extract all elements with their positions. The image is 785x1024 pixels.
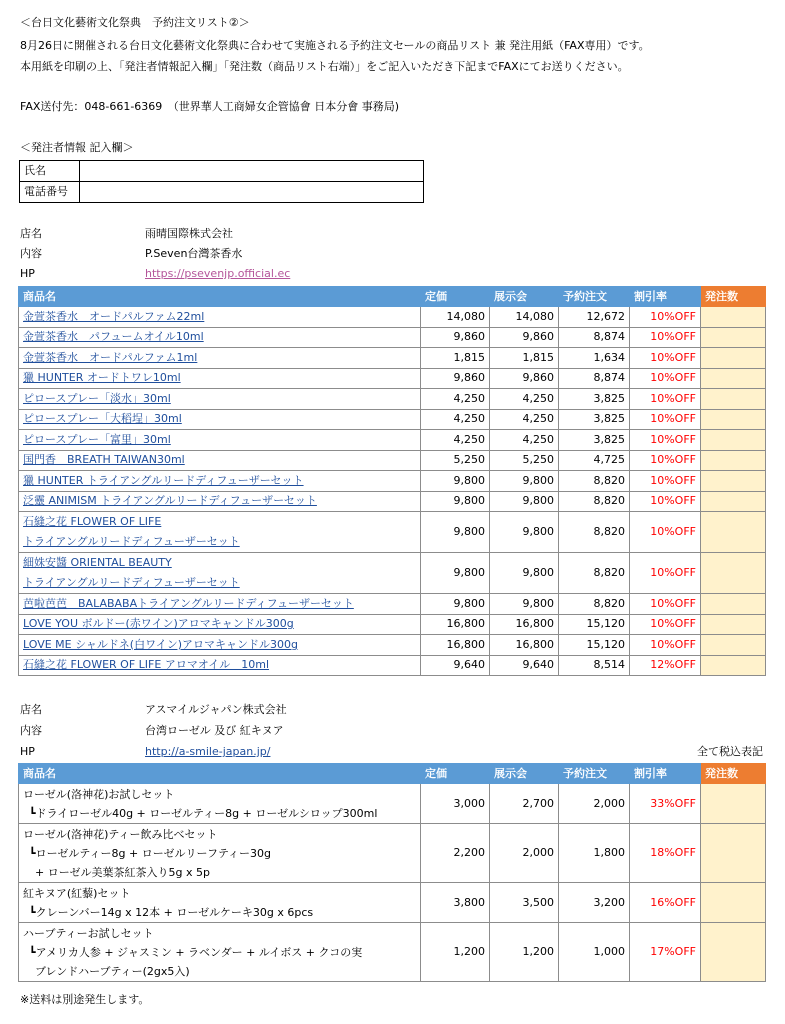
preorder-price: 4,725 — [559, 450, 630, 471]
table-row — [19, 491, 766, 512]
list-price: 9,800 — [421, 594, 490, 615]
exhibition-price: 5,250 — [490, 450, 559, 471]
order-qty-field[interactable] — [701, 614, 766, 635]
product-contents: ┗アメリカ人参 + ジャスミン + ラベンダー + ルイボス + クコの実 — [29, 945, 363, 959]
list-price: 3,800 — [421, 883, 490, 923]
discount-rate: 10%OFF — [630, 307, 701, 328]
discount-rate: 10%OFF — [630, 594, 701, 615]
preorder-price: 8,820 — [559, 553, 630, 594]
table-row — [19, 883, 766, 923]
shop1-store-label: 店名 — [20, 227, 42, 240]
table-row — [19, 635, 766, 656]
exhibition-price: 4,250 — [490, 389, 559, 410]
discount-rate: 10%OFF — [630, 512, 701, 553]
preorder-price: 3,825 — [559, 409, 630, 430]
product-title: ローゼル(洛神花)お試しセット — [23, 787, 175, 801]
doc-title: ＜台日文化藝術文化祭典 予約注文リスト②＞ — [20, 16, 250, 29]
table-row — [19, 923, 766, 982]
product-description — [19, 824, 421, 883]
order-qty-field[interactable] — [701, 553, 766, 594]
discount-rate: 33%OFF — [630, 784, 701, 824]
discount-rate: 10%OFF — [630, 389, 701, 410]
phone-label: 電話番号 — [20, 182, 80, 203]
discount-rate: 16%OFF — [630, 883, 701, 923]
order-qty-field[interactable] — [701, 594, 766, 615]
fax-destination: FAX送付先：048-661-6369 （世界華人工商婦女企管協會 日本分會 事務局) — [20, 100, 400, 113]
product-name[interactable]: 金萱茶香水 パフュームオイル10ml — [23, 330, 204, 344]
table-row — [19, 327, 766, 348]
product-name-link[interactable] — [19, 430, 421, 451]
product-name-line2[interactable]: トライアングルリードディフューザーセット — [23, 576, 240, 589]
product-name[interactable]: 石縫之花 FLOWER OF LIFE アロマオイル 10ml — [23, 658, 270, 672]
table-row — [19, 348, 766, 369]
order-qty-field[interactable] — [701, 824, 766, 883]
shop2-store: アスマイルジャパン株式会社 — [145, 703, 287, 716]
shop2-store-label: 店名 — [20, 703, 42, 716]
product-contents: ┗ドライローゼル40g + ローゼルティー8g + ローゼルシロップ300ml — [29, 806, 378, 820]
product-contents-cont: ブレンドハーブティー(2gx5入) — [35, 964, 190, 978]
col-preorder-header: 予約注文 — [559, 764, 630, 784]
product-name-link[interactable] — [19, 409, 421, 430]
list-price: 14,080 — [421, 307, 490, 328]
product-name[interactable]: 獵 HUNTER オードトワレ10ml — [23, 371, 181, 385]
preorder-price: 3,825 — [559, 389, 630, 410]
order-qty-field[interactable] — [701, 655, 766, 676]
exhibition-price: 1,815 — [490, 348, 559, 369]
preorder-price: 8,820 — [559, 512, 630, 553]
product-name-link[interactable] — [19, 655, 421, 676]
col-discount-header: 割引率 — [630, 764, 701, 784]
col-expo-header: 展示会 — [490, 287, 559, 307]
exhibition-price: 4,250 — [490, 409, 559, 430]
col-name-header: 商品名 — [19, 764, 421, 784]
preorder-price: 12,672 — [559, 307, 630, 328]
discount-rate: 18%OFF — [630, 824, 701, 883]
table-row — [19, 614, 766, 635]
product-name-link[interactable] — [19, 553, 421, 594]
discount-rate: 10%OFF — [630, 409, 701, 430]
product-name-link[interactable] — [19, 307, 421, 328]
product-name[interactable]: ピロースプレー「大稻埕」30ml — [23, 412, 182, 426]
product-name-link[interactable] — [19, 368, 421, 389]
exhibition-price: 9,800 — [490, 553, 559, 594]
preorder-price: 1,000 — [559, 923, 630, 982]
order-qty-field[interactable] — [701, 327, 766, 348]
intro-line-2: 本用紙を印刷の上、「発注者情報記入欄」「発注数（商品リスト右端）」をご記入いただき下記までFAXにてお送りください。 — [20, 60, 629, 73]
list-price: 9,860 — [421, 368, 490, 389]
shop2-header-row — [19, 764, 766, 784]
order-qty-field[interactable] — [701, 368, 766, 389]
shop2-product-table — [18, 763, 766, 982]
list-price: 1,815 — [421, 348, 490, 369]
col-order-qty-header: 発注数 — [701, 764, 766, 784]
name-label: 氏名 — [20, 161, 80, 182]
exhibition-price: 9,640 — [490, 655, 559, 676]
preorder-price: 1,800 — [559, 824, 630, 883]
col-discount-header: 割引率 — [630, 287, 701, 307]
shop1-store: 雨晴国際株式会社 — [145, 227, 233, 240]
exhibition-price: 2,700 — [490, 784, 559, 824]
phone-field[interactable] — [80, 182, 424, 203]
discount-rate: 17%OFF — [630, 923, 701, 982]
preorder-price: 15,120 — [559, 635, 630, 656]
list-price: 9,860 — [421, 327, 490, 348]
preorder-price: 8,514 — [559, 655, 630, 676]
shop1-product-table — [18, 286, 766, 676]
product-name-line2[interactable]: トライアングルリードディフューザーセット — [23, 535, 240, 548]
preorder-price: 8,874 — [559, 327, 630, 348]
shop1-content-label: 内容 — [20, 247, 42, 260]
order-qty-field[interactable] — [701, 430, 766, 451]
intro-line-1: 8月26日に開催される台日文化藝術文化祭典に合わせて実施される予約注文セールの商品リスト 兼 発注用紙（FAX専用）です。 — [20, 39, 650, 52]
tax-note: 全て税込表記 — [697, 745, 763, 758]
col-name-header: 商品名 — [19, 287, 421, 307]
discount-rate: 10%OFF — [630, 553, 701, 594]
list-price: 3,000 — [421, 784, 490, 824]
table-row — [19, 784, 766, 824]
orderer-heading: ＜発注者情報 記入欄＞ — [20, 141, 134, 154]
product-name[interactable]: ピロースプレー「淡水」30ml — [23, 391, 171, 405]
product-name-link[interactable] — [19, 389, 421, 410]
list-price: 9,800 — [421, 471, 490, 492]
exhibition-price: 9,860 — [490, 327, 559, 348]
discount-rate: 10%OFF — [630, 348, 701, 369]
shop1-content: P.Seven台灣茶香水 — [145, 247, 243, 260]
preorder-price: 3,825 — [559, 430, 630, 451]
table-row — [19, 471, 766, 492]
table-row — [19, 450, 766, 471]
product-name[interactable]: 金萱茶香水 オードパルファム22ml — [23, 309, 205, 323]
order-qty-field[interactable] — [701, 883, 766, 923]
shop2-content-label: 内容 — [20, 724, 42, 737]
discount-rate: 10%OFF — [630, 614, 701, 635]
product-contents: ┗クレーンバー14g x 12本 + ローゼルケーキ30g x 6pcs — [29, 905, 314, 919]
product-name[interactable]: ピロースプレー「富里」30ml — [23, 432, 171, 446]
product-name[interactable]: 国門香 BREATH TAIWAN30ml — [23, 453, 185, 467]
col-preorder-header: 予約注文 — [559, 287, 630, 307]
list-price: 4,250 — [421, 409, 490, 430]
table-row — [19, 824, 766, 883]
discount-rate: 10%OFF — [630, 471, 701, 492]
shop1-hp-link[interactable]: https://psevenjp.official.ec — [145, 267, 291, 280]
product-name-link[interactable] — [19, 512, 421, 553]
order-qty-field[interactable] — [701, 923, 766, 982]
product-name[interactable]: 泛靈 ANIMISM トライアングルリードディフューザーセット — [23, 494, 317, 508]
preorder-price: 1,634 — [559, 348, 630, 369]
list-price: 16,800 — [421, 635, 490, 656]
list-price: 1,200 — [421, 923, 490, 982]
order-qty-field[interactable] — [701, 471, 766, 492]
shipping-note: ※送料は別途発生します。 — [20, 993, 150, 1006]
table-row — [19, 368, 766, 389]
col-expo-header: 展示会 — [490, 764, 559, 784]
list-price: 4,250 — [421, 389, 490, 410]
list-price: 4,250 — [421, 430, 490, 451]
name-field[interactable] — [80, 161, 424, 182]
discount-rate: 12%OFF — [630, 655, 701, 676]
product-description — [19, 784, 421, 824]
list-price: 2,200 — [421, 824, 490, 883]
discount-rate: 10%OFF — [630, 430, 701, 451]
product-name-link[interactable] — [19, 327, 421, 348]
col-price-header: 定価 — [421, 287, 490, 307]
exhibition-price: 9,800 — [490, 471, 559, 492]
preorder-price: 2,000 — [559, 784, 630, 824]
order-qty-field[interactable] — [701, 635, 766, 656]
product-title: ハーブティーお試しセット — [23, 926, 154, 940]
shop1-hp-label: HP — [20, 267, 35, 280]
product-name[interactable]: 細姝安醬 ORIENTAL BEAUTY — [23, 556, 172, 569]
product-name-link[interactable] — [19, 594, 421, 615]
product-name[interactable]: LOVE YOU ボルドー(赤ワイン)アロマキャンドル300g — [23, 617, 294, 631]
table-row — [19, 409, 766, 430]
shop2-content: 台湾ローゼル 及び 紅キヌア — [145, 724, 284, 737]
exhibition-price: 3,500 — [490, 883, 559, 923]
product-contents: ┗ローゼルティー8g + ローゼルリーフティー30g — [29, 846, 272, 860]
exhibition-price: 16,800 — [490, 614, 559, 635]
exhibition-price: 2,000 — [490, 824, 559, 883]
product-name-link[interactable] — [19, 614, 421, 635]
product-title: ローゼル(洛神花)ティー飲み比べセット — [23, 827, 218, 841]
exhibition-price: 9,800 — [490, 512, 559, 553]
preorder-price: 8,820 — [559, 491, 630, 512]
list-price: 9,800 — [421, 491, 490, 512]
product-title: 紅キヌア(紅藜)セット — [23, 886, 131, 900]
product-name-link[interactable] — [19, 635, 421, 656]
order-qty-field[interactable] — [701, 491, 766, 512]
discount-rate: 10%OFF — [630, 327, 701, 348]
orderer-table — [19, 160, 424, 203]
list-price: 9,640 — [421, 655, 490, 676]
order-qty-field[interactable] — [701, 784, 766, 824]
list-price: 16,800 — [421, 614, 490, 635]
exhibition-price: 14,080 — [490, 307, 559, 328]
discount-rate: 10%OFF — [630, 368, 701, 389]
preorder-price: 15,120 — [559, 614, 630, 635]
exhibition-price: 16,800 — [490, 635, 559, 656]
exhibition-price: 1,200 — [490, 923, 559, 982]
product-name-link[interactable] — [19, 348, 421, 369]
order-qty-field[interactable] — [701, 348, 766, 369]
discount-rate: 10%OFF — [630, 635, 701, 656]
preorder-price: 8,874 — [559, 368, 630, 389]
table-row — [19, 594, 766, 615]
product-name-link[interactable] — [19, 450, 421, 471]
product-name[interactable]: 石縫之花 FLOWER OF LIFE — [23, 515, 162, 528]
order-qty-field[interactable] — [701, 512, 766, 553]
list-price: 9,800 — [421, 512, 490, 553]
col-order-qty-header: 発注数 — [701, 287, 766, 307]
col-price-header: 定価 — [421, 764, 490, 784]
list-price: 5,250 — [421, 450, 490, 471]
shop2-hp-label: HP — [20, 745, 35, 758]
exhibition-price: 9,860 — [490, 368, 559, 389]
preorder-price: 3,200 — [559, 883, 630, 923]
table-row — [19, 553, 766, 594]
product-contents-cont: + ローゼル美葉茶紅茶入り5g x 5p — [35, 865, 210, 879]
product-name[interactable]: 金萱茶香水 オードパルファム1ml — [23, 350, 198, 364]
product-description — [19, 923, 421, 982]
exhibition-price: 9,800 — [490, 491, 559, 512]
product-description — [19, 883, 421, 923]
shop2-hp-link[interactable]: http://a-smile-japan.jp/ — [145, 745, 271, 758]
table-row — [19, 655, 766, 676]
table-row — [19, 389, 766, 410]
order-qty-field[interactable] — [701, 307, 766, 328]
list-price: 9,800 — [421, 553, 490, 594]
discount-rate: 10%OFF — [630, 491, 701, 512]
exhibition-price: 9,800 — [490, 594, 559, 615]
table-row — [19, 307, 766, 328]
shop1-header-row — [19, 287, 766, 307]
table-row — [19, 512, 766, 553]
exhibition-price: 4,250 — [490, 430, 559, 451]
preorder-price: 8,820 — [559, 594, 630, 615]
preorder-price: 8,820 — [559, 471, 630, 492]
product-name[interactable]: 獵 HUNTER トライアングルリードディフューザーセット — [23, 473, 304, 487]
order-qty-field[interactable] — [701, 389, 766, 410]
product-name-link[interactable] — [19, 491, 421, 512]
order-qty-field[interactable] — [701, 409, 766, 430]
product-name[interactable]: LOVE ME シャルドネ(白ワイン)アロマキャンドル300g — [23, 637, 299, 651]
table-row — [19, 430, 766, 451]
product-name[interactable]: 芭啦芭芭 BALABABAトライアングルリードディフューザーセット — [23, 596, 354, 610]
order-qty-field[interactable] — [701, 450, 766, 471]
discount-rate: 10%OFF — [630, 450, 701, 471]
product-name-link[interactable] — [19, 471, 421, 492]
